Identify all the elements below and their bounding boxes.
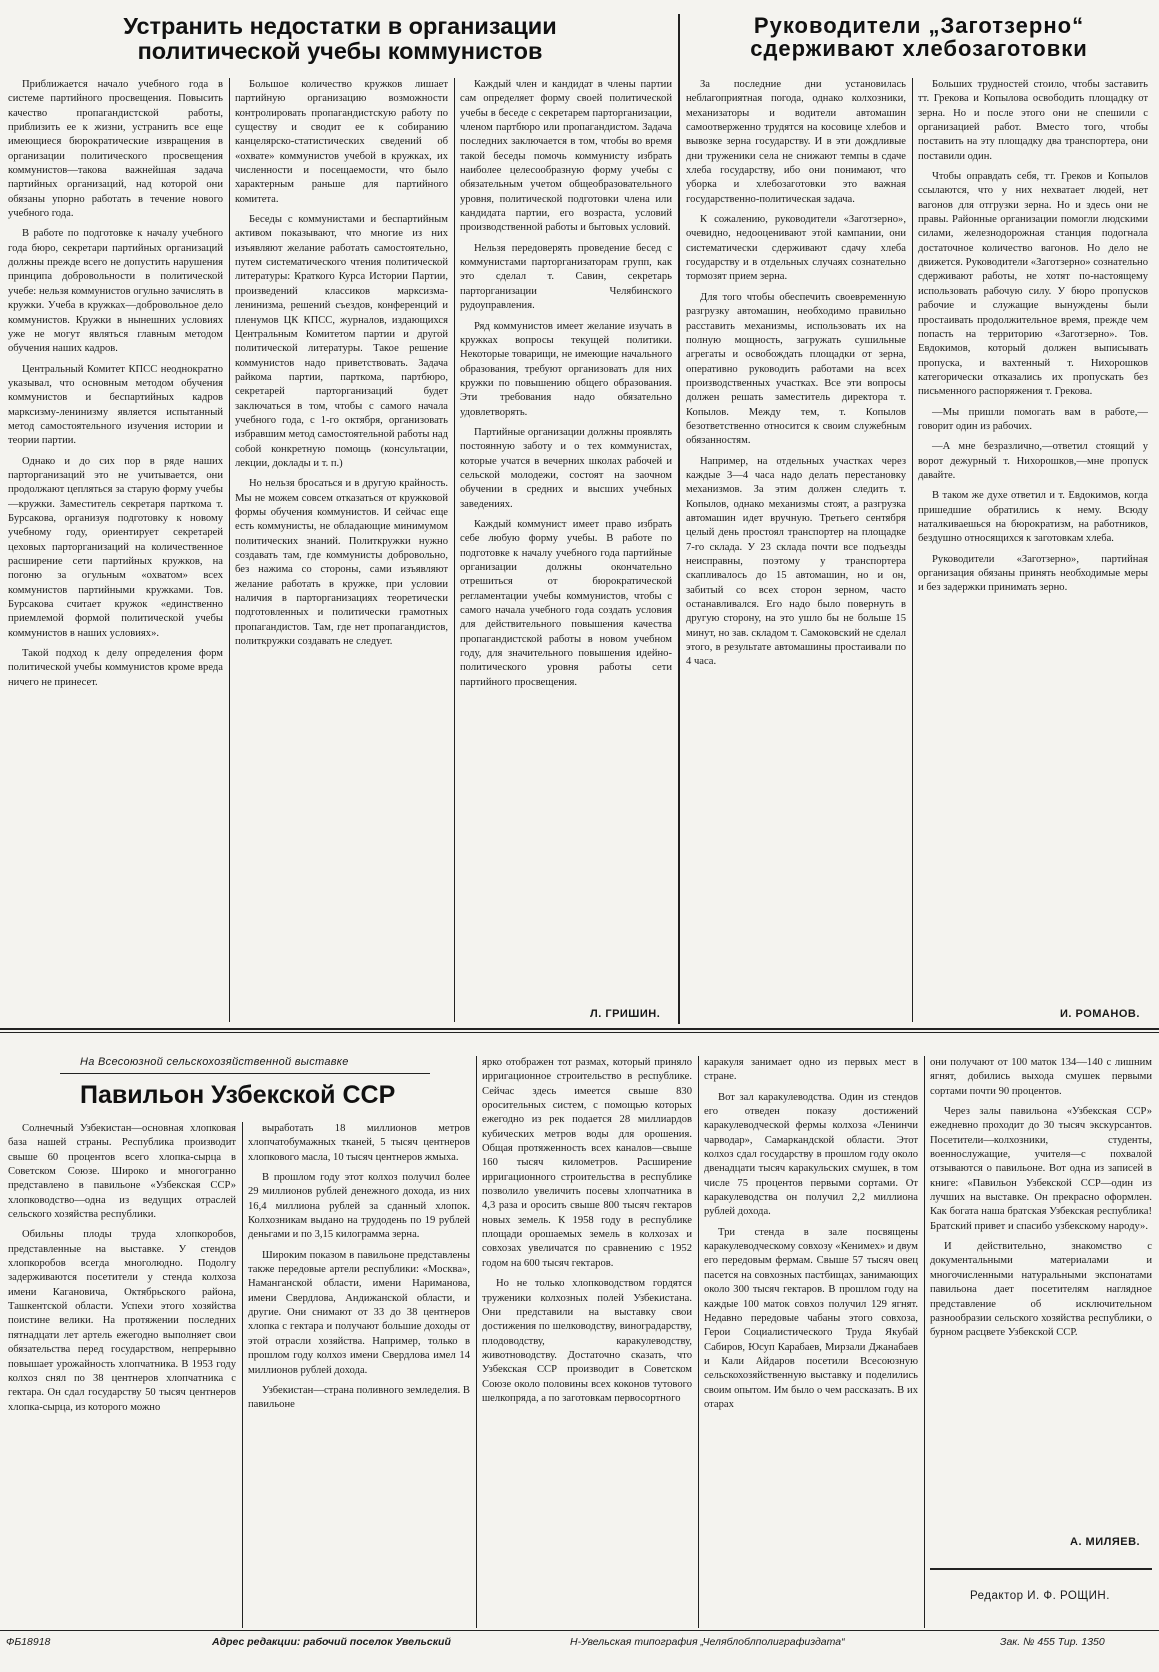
paragraph: Такой подход к делу определения форм политической учебы коммунистов кроме вреда ничего не принесет. [8,648,223,688]
column-rule [912,78,913,1022]
paragraph: Вот зал каракулеводства. Один из стендов его отведен показу достижений каракулеводческой фермы колхоза «Ленинчи чарводар», Самаркандской области. Этот колхоз сдал государству в прошлом году около двенадцати тысяч каракульских смушек, в том числе 75 процентов первыми сортами. От каракулеводства он получил 2,2 миллиона рублей дохода. [704,1091,918,1218]
article3-column-4 [704,1056,918,1628]
column-rule [229,78,230,1022]
paragraph: Беседы с коммунистами и беспартийным активом показывают, что многие из них изъявляют желание работать самостоятельно, путем систематического чтения политической литературы: Краткого Курса Истории Партии, произведений классиков марксизма-ленинизма, решений съездов, конференций и пленумов ЦК КПСС, журналов, издающихся Центральным Комитетом партии и другой политической литературы. Такое решение коммунистов надо приветствовать. Задача райкома партии, парткома, партбюро, секретарей парторганизаций будет заключаться в том, чтобы с самого начала учебного года, с 1-го октября, организовать избравшим метод самостоятельной работы над собой конкретную помощь (консультации, лекции, доклады и т. п.) [235,214,448,469]
article2-column-1 [686,78,906,1022]
paragraph: Чтобы оправдать себя, тт. Греков и Копылов ссылаются, что у них нехватает людей, нет вагонов для отгрузки зерна. Но и здесь они не правы. Районные организации помогли людскими силами, железнодорожная станция подогнала достаточное количество вагонов. Но дело не движется. Руководители «Заготзерно» сознательно сдерживают работы, не хотят по-настоящему использовать рабочую силу. У бюро пропусков рабочие и служащие вынуждены были простаивать продолжительное время, прежде чем попасть на территорию «Заготзерно». Тов. Евдокимов, который должен выписывать пропуска, и вахтенный т. Нихорошков категорически отказались их пропускать без письменного распоряжения т. Грекова. [918,171,1148,398]
article1-column-3 [460,78,672,1003]
paragraph: Центральный Комитет КПСС неоднократно указывал, что основным методом обучения коммунистов и беспартийных кадров марксизму-ленинизму является испытанный метод самостоятельного изучения истории и теории партии. [8,363,223,447]
column-rule [454,78,455,1022]
article1-title-line1: Устранить недостатки в организации [123,13,557,39]
paragraph: Партийные организации должны проявлять постоянную заботу и о тех коммунистах, которые учатся в вечерних школах рабочей и сельской молодежи, состоят на заочном обучении в средних и высших учебных заведениях. [460,426,672,510]
section-separator [0,1028,1159,1030]
paragraph: выработать 18 миллионов метров хлопчатобумажных тканей, 5 тысяч центнеров хлопкового масла, 10 тысяч центнеров жмыха. [248,1123,470,1163]
paragraph: Для того чтобы обеспечить своевременную разгрузку автомашин, необходимо правильно расставить механизмы, использовать их на полную мощность, загружать сушильные агрегаты и освобождать площадки от зерна, оперативно руководить работами на всех производственных участках. Все эти вопросы должен решать заместитель директора т. Копылов. Между тем, т. Копылов безответственно относится к своим служебным обязанностям. [686,291,906,447]
column-rule [924,1056,925,1628]
paragraph: В прошлом году этот колхоз получил более 29 миллионов рублей денежного дохода, из них 16,4 миллиона рублей за сданный хлопок. Колхозникам выдано на трудодень по 19 рублей деньгами и по 3,15 килограмма зерна. [248,1172,470,1241]
paragraph: Через залы павильона «Узбекская ССР» ежедневно проходит до 30 тысяч экскурсантов. Посетители—колхозники, студенты, военнослужащие, учителя—с похвалой отзываются о павильоне. Вот одна из записей в книге: «Павильон Узбекской ССР—один из лучших на выставке. Он прекрасно оформлен. Как богата наша братская Узбекская республика! Братский привет и спасибо узбекскому народу». [930,1106,1152,1232]
article3-column-1 [8,1122,236,1628]
paragraph: Но не только хлопководством гордятся труженики колхозных полей Узбекистана. Они представили на выставку свои достижения по шелководству, виноградарству, плодоводству, каракулеводству, животноводству. Достаточно сказать, что Узбекская ССР производит в Советском Союзе около половины всех коконов тутового шелкопряда, а по заготовкам первосортного [482,1278,692,1404]
paragraph: Больших трудностей стоило, чтобы заставить тт. Грекова и Копылова освободить площадку от зерна. Но и после этого они не спешили с организацией работ. Вместо того, чтобы поставить на эту площадку два транспортера, они поставили один. [918,79,1148,162]
paragraph: Каждый член и кандидат в члены партии сам определяет форму своей политической учебы в беседе с секретарем парторганизации, членом партбюро или пропагандистом. Задача последних заключается в том, чтобы во время такой беседы помочь коммунисту избрать наиболее целесообразную форму учебы с обязательным учетом общеобразовательного уровня, политической подготовки члена или кандидата партии, его возраста, условий производственной работы и бытовых условий. [460,79,672,234]
paragraph: За последние дни установилась неблагоприятная погода, однако колхозники, механизаторы и водители автомашин самоотверженно трудятся на косовице хлебов и вывозке зерна государству. И в эти дождливые дни труженики села не снижают темпы в сдаче хлеба государству, ибо они понимают, что уборка и хлебозаготовки это важная государственно-политическая задача. [686,79,906,205]
paragraph: Приближается начало учебного года в системе партийного просвещения. Повысить качество пропагандистской работы, приблизить ее к жизни, устранить все еще имеющиеся бюрократические извращения в организации политического просвещения коммунистов—такова важнейшая задача партийных организаций, над которой они обязаны упорно работать в течение нового учебного года. [8,79,223,220]
editor-line: Редактор И. Ф. РОЩИН. [970,1590,1110,1602]
paragraph: Широким показом в павильоне представлены также передовые артели республики: «Москва», Наманганской области, имени Нариманова, имени Свердлова, Андижанской области, и другие. Они снимают от 33 до 38 центнеров хлопка с гектара и получают большие доходы от этой отрасли хозяйства. Например, только в прошлом году колхоз имени Свердлова имел 14 миллионов рублей дохода. [248,1249,470,1376]
footer-address: Адрес редакции: рабочий поселок Увельский [212,1636,451,1648]
article2-column-2 [918,78,1148,1003]
paragraph: Три стенда в зале посвящены каракулеводческому совхозу «Кенимех» и двум его передовым фермам. Свыше 57 тысяч овец пасется на совхозных пастбищах, занимающих около 300 тысяч гектаров. В прошлом году на каждые 100 маток совхоз получил 129 ягнят. Недавно передовые чабаны этого совхоза, Герои Социалистического Труда Якубай Сабиров, Юсуп Карабаев, Мирзали Джанабаев и Кали Айдаров посетили Всесоюзную сельскохозяйственную выставку и поделились своим опытом. Им было о чем рассказать. В их отарах [704,1226,918,1410]
paragraph: Нельзя передоверять проведение бесед с коммунистами парторганизаторам групп, как это сделал т. Савин, секретарь парторганизации Челябинского рудоуправления. [460,242,672,312]
article2-title-line1: Руководители „Заготзерно“ [753,13,1085,38]
paragraph: Узбекистан—страна поливного земледелия. В павильоне [248,1384,470,1411]
article1-signature: Л. ГРИШИН. [590,1008,661,1020]
article3-column-2 [248,1122,470,1628]
article3-column-5 [930,1056,1152,1526]
footer-order: Зак. № 455 Тир. 1350 [1000,1636,1105,1648]
paragraph: Обильны плоды труда хлопкоробов, представленные на выставке. У стендов хлопкоробов всегда многолюдно. Подолгу задерживаются посетители у стенда колхоза имени Кагановича, Октябрьского района, Ташкентской области. Успехи этого хозяйства поистине велики. На протяжении последних пятнадцати лет артель ежегодно выполняет свои обязательства перед государством, непрерывно повышает урожайность хлопчатника. В 1953 году колхоз снял по 38 центнеров хлопчатника с гектара. Он сдал государству 50 тысяч центнеров хлопка-сырца, из которого можно [8,1229,236,1413]
paragraph: Например, на отдельных участках через каждые 3—4 часа надо делать перестановку механизмов. За этим должен следить т. Копылов, однако механизмы стоят, а разгрузка автомашин идет вручную. Третьего сентября целый день простоял транспортер на площадке 7-го склада. У 23 склада почти все подъезды неисправны, поэтому у транспортера скапливалось до 15 автомашин, но и он, забитый со всех сторон зерном, часто останавливался. Его надо было повернуть в другую сторону, на это ушло бы не больше 15 минут, но зав. складом т. Самоковский не сделал этого, в результате автомашины простаивали по 4 часа. [686,455,906,668]
article1-column-2 [235,78,448,1022]
article3-column-3 [482,1056,692,1628]
paragraph: Однако и до сих пор в ряде наших парторганизаций это не учитывается, они продолжают цепляться за старую форму учебы—кружки. Заместитель секретаря парткома т. Бурсакова, организуя подготовку к новому учебному году, ориентирует секретарей цеховых парторганизаций на количественное расширение сети партийных кружков, на погоню за огульным «охватом» всех коммунистов партийными кружками. Тов. Бурсакова считает кружок «единственно приемлемой формой политической учебы коммунистов в наших условиях». [8,455,223,639]
paragraph: Руководители «Заготзерно», партийная организация обязаны принять необходимые меры и без задержки принимать зерно. [918,553,1148,594]
article1-column-1 [8,78,223,1022]
paragraph: каракуля занимает одно из первых мест в стране. [704,1057,918,1083]
article1-title [40,14,640,63]
footer-separator [0,1630,1159,1631]
paragraph: В таком же духе ответил и т. Евдокимов, когда пришедшие обратились к нему. Всюду наталкиваешься на бюрократизм, на работников, бездушно относящихся к заготовкам хлеба. [918,490,1148,545]
column-rule [698,1056,699,1628]
paragraph: Ряд коммунистов имеет желание изучать в кружках вопросы текущей политики. Некоторые товарищи, не имеющие начального образования, требуют организовать для них кружки по повышению общего образования. Эти требования надо обязательно удовлетворять. [460,320,672,418]
article-separator [678,14,680,1024]
editor-separator [930,1568,1152,1570]
rubric-underline [60,1073,430,1074]
paragraph: Каждый коммунист имеет право избрать себе любую форму учебы. В работе по подготовке к началу учебного года партийные организации должны окончательно отрешиться от бюрократической регламентации учебы коммунистов, чтобы с самого начала учебного года создать условия для действительного повышения качества пропагандистской работы в новом учебном году, для значительного повышения идейно-политического уровня работы сети партийного просвещения. [460,518,672,688]
paragraph: Солнечный Узбекистан—основная хлопковая база нашей страны. Республика производит свыше 60 процентов всего хлопка-сырца в Советском Союзе. Широко и многогранно представлено в павильоне «Узбекская ССР» хлопководство—одна из ведущих отраслей сельского хозяйства республики. [8,1123,236,1221]
column-rule [242,1122,243,1628]
article3-title: Павильон Узбекской ССР [80,1081,396,1109]
paragraph: ярко отображен тот размах, который приняло ирригационное строительство в республике. Сейчас здесь имеется свыше 830 оросительных систем, с помощью которых ежегодно из рек подается 28 миллиардов кубических метров воды для орошения. Общая протяженность всех каналов—свыше 160 тысяч километров. Расширение ирригационного строительства в республике позволило увеличить посевы хлопчатника в 4,3 раза и оросить свыше 800 тысяч гектаров новых земель. К 1958 году в республике площади орошаемых земель в колхозах и совхозах увеличатся по сравнению с 1952 годом на 600 тысяч гектаров. [482,1057,692,1269]
article3-signature: А. МИЛЯЕВ. [1070,1536,1141,1548]
section-separator-thin [0,1032,1159,1033]
article3-rubric: На Всесоюзной сельскохозяйственной выставке [80,1056,349,1068]
paragraph: они получают от 100 маток 134—140 с лишним ягнят, добились выхода смушек первыми сортами почти 90 процентов. [930,1057,1152,1097]
article2-title [684,14,1154,60]
paragraph: Большое количество кружков лишает партийную организацию возможности контролировать пропагандистскую работу по существу и сводит ее к собиранию канцелярско-статистических сведений об «охвате» коммунистов учебой в кружках, их численности и посещаемости, что было характерным раньше для партийного комитета. [235,79,448,205]
article2-title-line2: сдерживают хлебозаготовки [750,36,1088,62]
article2-signature: И. РОМАНОВ. [1060,1008,1140,1020]
paragraph: В работе по подготовке к началу учебного года бюро, секретари партийных организаций должны прежде всего не допустить нарушения принципа добровольности в политической учебе: нельзя коммунистов огульно зачислять в кружки. Учеба в кружках—добровольное дело коммунистов. Кружки в нынешних условиях уже не могут являться главным методом обучения наших кадров. [8,228,223,355]
paragraph: Но нельзя бросаться и в другую крайность. Мы не можем совсем отказаться от кружковой формы обучения коммунистов. И сейчас еще есть коммунисты, не обладающие минимумом политических знаний. Политкружки нужно создавать там, где коммунисты добровольно, без нажима со стороны, сами изъявляют желание работать в кружке, при условии наличия в парторганизациях теоретически подготовленных и политически грамотных пропагандистов. Там, где нет пропагандистов, политкружки создавать не следует. [235,478,448,648]
paragraph: И действительно, знакомство с документальными материалами и многочисленными натуральными экспонатами павильона дает посетителям наглядное представление об исключительном разнообразии сельского хозяйства республики, о бурном расцвете Узбекской ССР. [930,1241,1152,1339]
footer-printer: Н-Увельская типография „Челяблоблполиграфиздата“ [570,1636,845,1648]
column-rule [476,1056,477,1628]
paragraph: —А мне безразлично,—ответил стоящий у ворот дежурный т. Нихорошков,—мне пропуск давайте. [918,441,1148,481]
paragraph: К сожалению, руководители «Заготзерно», очевидно, недооценивают этой кампании, они систематически сдерживают сдачу хлеба государству и в отдельных случаях сознательно тормозят прием зерна. [686,214,906,283]
footer-code: ФБ18918 [6,1636,51,1648]
article1-title-line2: политической учебы коммунистов [137,37,543,64]
paragraph: —Мы пришли помогать вам в работе,—говорит один из рабочих. [918,406,1148,432]
